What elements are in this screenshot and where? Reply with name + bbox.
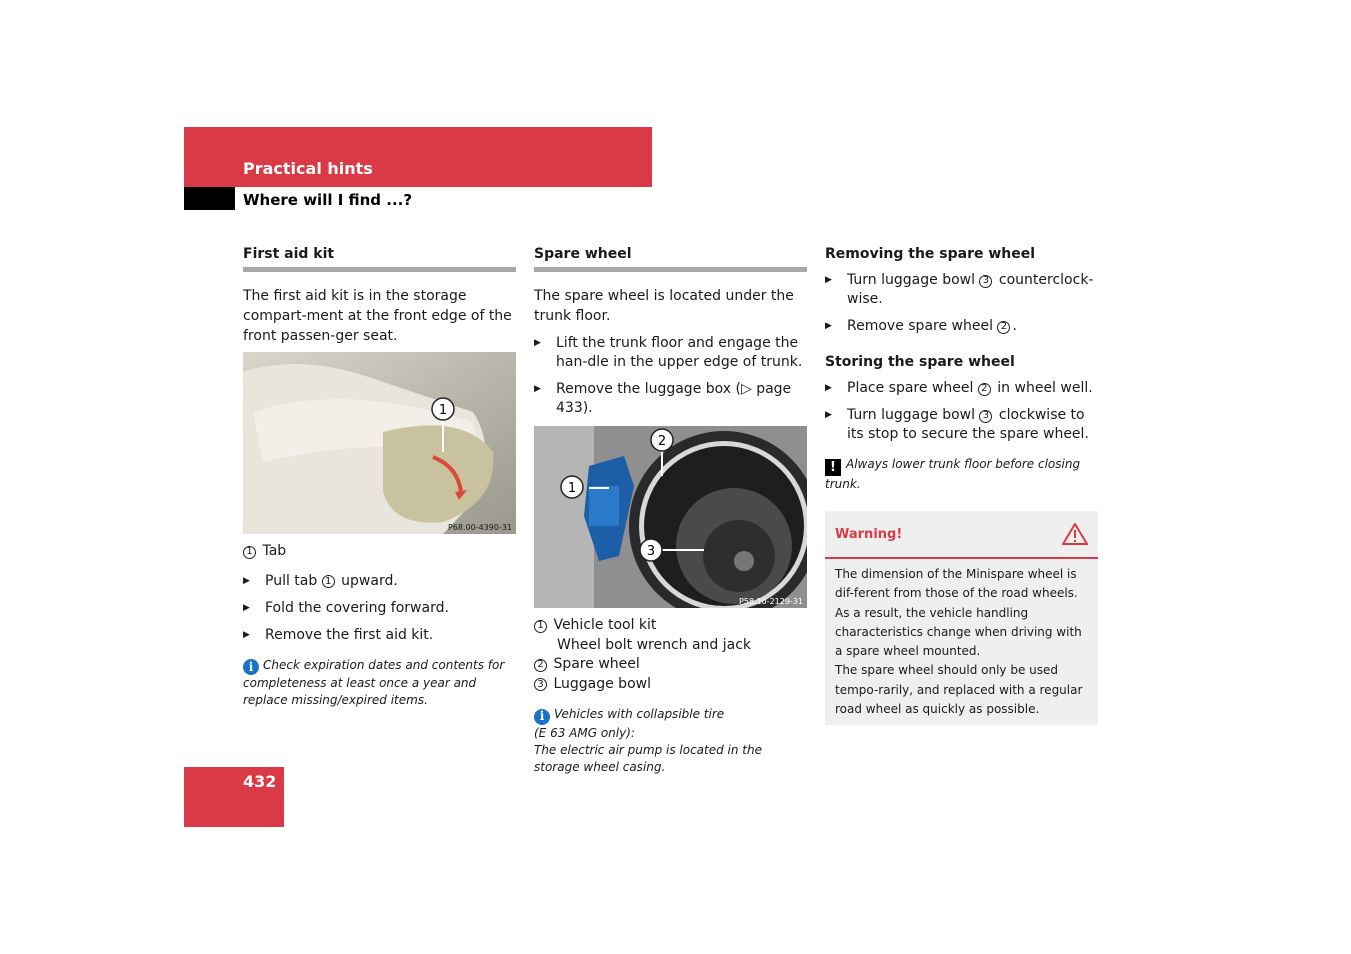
legend-item: 1 Vehicle tool kit bbox=[534, 616, 807, 636]
first-aid-heading: First aid kit bbox=[243, 246, 516, 272]
info-icon: i bbox=[534, 709, 550, 725]
section-title: Practical hints bbox=[243, 159, 373, 178]
exclamation-icon: ! bbox=[825, 459, 841, 476]
first-aid-steps bbox=[243, 572, 516, 645]
step-item: ▶ Turn luggage bowl 3 clockwise to its stop to secure the spare wheel. bbox=[825, 406, 1098, 444]
callout-number: 3 bbox=[646, 544, 656, 559]
step-item: ▶ Remove the luggage box (▷ page 433). bbox=[534, 380, 807, 418]
first-aid-note: i Check expiration dates and contents for completeness at least once a year and replace missing/expired items. bbox=[243, 657, 505, 707]
legend-item: 2 Spare wheel bbox=[534, 655, 807, 675]
subsection-title: Where will I find ...? bbox=[243, 191, 413, 209]
figure-code: P58.10-2129-31 bbox=[738, 597, 803, 606]
removing-heading: Removing the spare wheel bbox=[825, 246, 1036, 262]
page-number: 432 bbox=[243, 772, 277, 791]
spare-wheel-steps bbox=[534, 334, 807, 418]
callout-number: 1 bbox=[567, 481, 577, 496]
step-item: ▶ Lift the trunk floor and engage the han-dle in the upper edge of trunk. bbox=[534, 334, 807, 372]
warning-triangle-icon bbox=[1062, 523, 1088, 545]
step-item: ▶ Pull tab 1 upward. bbox=[243, 572, 516, 591]
warning-title: Warning! bbox=[835, 526, 903, 542]
legend-item: 3 Luggage bowl bbox=[534, 675, 807, 695]
step-item: ▶ Place spare wheel 2 in wheel well. bbox=[825, 379, 1098, 398]
callout-number: 2 bbox=[657, 434, 667, 449]
first-aid-legend bbox=[243, 542, 516, 562]
removing-steps bbox=[825, 271, 1098, 336]
warning-body bbox=[825, 559, 1098, 725]
spare-wheel-procedure-column bbox=[825, 246, 1098, 725]
step-item: ▶ Fold the covering forward. bbox=[243, 599, 516, 618]
spare-wheel-intro: The spare wheel is located under the trunk floor. bbox=[534, 288, 794, 324]
storing-steps bbox=[825, 379, 1098, 444]
warning-header bbox=[825, 511, 1098, 559]
first-aid-figure bbox=[243, 352, 516, 534]
step-item: ▶ Turn luggage bowl 3 counterclock-wise. bbox=[825, 271, 1098, 309]
step-item: ▶ Remove the first aid kit. bbox=[243, 626, 516, 645]
spare-wheel-heading: Spare wheel bbox=[534, 246, 807, 272]
step-item: ▶ Remove spare wheel 2 . bbox=[825, 317, 1098, 336]
caution-note: ! Always lower trunk floor before closing trunk. bbox=[825, 457, 1081, 491]
spare-wheel-legend bbox=[534, 616, 807, 694]
spare-wheel-note: i Vehicles with collapsible tire (E 63 AMG only): The electric air pump is located in the storage wheel casing. bbox=[534, 707, 762, 774]
warning-paragraph: The spare wheel should only be used tempo-rarily, and replaced with a regular road wheel as quickly as possible. bbox=[835, 663, 1083, 717]
trunk-illustration bbox=[534, 426, 807, 608]
warning-box bbox=[825, 511, 1098, 725]
first-aid-column bbox=[243, 246, 516, 709]
storing-heading: Storing the spare wheel bbox=[825, 354, 1015, 370]
legend-item: 1 Tab bbox=[243, 542, 516, 562]
header-band bbox=[184, 127, 652, 187]
warning-paragraph: The dimension of the Minispare wheel is dif-ferent from those of the road wheels. As a result, the vehicle handling characteristics change when driving with a spare wheel mounted. bbox=[835, 567, 1082, 659]
callout-number: 1 bbox=[438, 403, 448, 418]
info-icon: i bbox=[243, 659, 259, 675]
header-marker bbox=[184, 187, 235, 210]
first-aid-intro: The first aid kit is in the storage compart-ment at the front edge of the front passen-ger seat. bbox=[243, 288, 512, 344]
legend-subitem: Wheel bolt wrench and jack bbox=[557, 636, 752, 653]
spare-wheel-figure bbox=[534, 426, 807, 608]
seat-illustration bbox=[243, 352, 516, 534]
figure-code: P68.00-4390-31 bbox=[447, 523, 512, 532]
spare-wheel-column bbox=[534, 246, 807, 776]
